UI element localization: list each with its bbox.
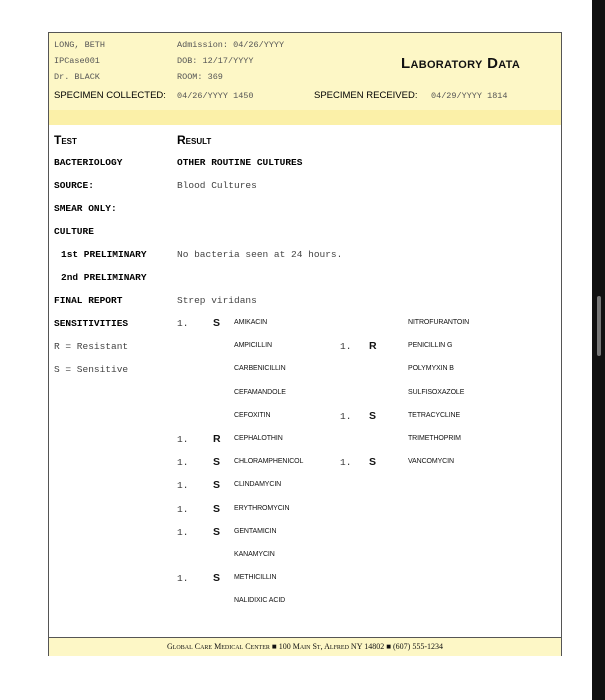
smear-label: SMEAR ONLY:	[54, 203, 117, 214]
antibiotic-name: TRIMETHOPRIM	[408, 435, 461, 442]
antibiotic-name: ERYTHROMYCIN	[234, 504, 290, 512]
antibiotic-name: AMPICILLIN	[234, 342, 272, 350]
sensitivity-count: 1.	[177, 573, 189, 585]
specimen-collected-value: 04/26/YYYY 1450	[177, 91, 254, 101]
patient-name: LONG, BETH	[54, 40, 106, 50]
sensitivity-result: R	[213, 433, 221, 445]
antibiotic-name: NALIDIXIC ACID	[234, 597, 286, 605]
room-number: ROOM: 369	[177, 72, 223, 82]
admission-date: Admission: 04/26/YYYY	[177, 40, 285, 50]
sensitivity-count: 1.	[177, 457, 189, 469]
sensitivity-count: 1.	[177, 480, 189, 492]
sensitivity-count: 1.	[177, 526, 189, 538]
antibiotic-name: SULFISOXAZOLE	[408, 388, 465, 396]
culture-label: CULTURE	[54, 226, 94, 237]
antibiotic-name: AMIKACIN	[234, 319, 268, 326]
sensitivity-result: S	[213, 572, 221, 585]
sensitivity-count: 1.	[340, 457, 352, 469]
sensitivity-result: S	[213, 456, 221, 469]
report-footer	[49, 637, 561, 656]
sensitivity-result: S	[213, 525, 221, 538]
antibiotic-name: VANCOMYCIN	[408, 458, 454, 466]
test-column-heading: Test	[54, 133, 77, 147]
footer-address: Global Care Medical Center ■ 100 Main St, Alfred NY 14802 ■ (607) 555-1234	[166, 642, 444, 651]
antibiotic-name: TETRACYCLINE	[408, 411, 461, 419]
antibiotic-name: CEFOXITIN	[234, 411, 271, 419]
attending-doctor: Dr. BLACK	[54, 72, 100, 82]
sensitivity-result: S	[369, 409, 377, 422]
antibiotic-name: CHLORAMPHENICOL	[234, 458, 304, 466]
specimen-received-value: 04/29/YYYY 1814	[431, 91, 508, 101]
antibiotic-name: KANAMYCIN	[234, 551, 275, 558]
antibiotic-name: METHICILLIN	[234, 574, 277, 582]
antibiotic-name: CEPHALOTHIN	[234, 435, 283, 442]
lab-report-sheet	[48, 32, 562, 656]
sensitivity-result: S	[213, 502, 221, 515]
final-report-value: Strep viridans	[177, 295, 257, 306]
source-label: SOURCE:	[54, 180, 94, 191]
specimen-collected-label: SPECIMEN COLLECTED:	[54, 90, 166, 101]
bacteriology-value: OTHER ROUTINE CULTURES	[177, 157, 303, 168]
antibiotic-name: GENTAMICIN	[234, 527, 277, 535]
source-value: Blood Cultures	[177, 180, 257, 191]
sensitivity-result: S	[213, 479, 221, 492]
first-preliminary-label: 1st PRELIMINARY	[61, 249, 147, 260]
report-title: Laboratory Data	[401, 55, 521, 72]
sensitivity-count: 1.	[340, 341, 352, 353]
scrollbar-thumb[interactable]	[597, 296, 601, 356]
antibiotic-name: PENICILLIN G	[408, 342, 453, 350]
sensitivity-count: 1.	[177, 434, 189, 445]
sensitivity-result: R	[369, 340, 377, 353]
legend-resistant: R = Resistant	[54, 341, 129, 352]
final-report-label: FINAL REPORT	[54, 295, 123, 306]
antibiotic-name: CLINDAMYCIN	[234, 481, 282, 489]
sensitivity-result: S	[213, 317, 221, 329]
antibiotic-name: CARBENICILLIN	[234, 365, 286, 373]
bacteriology-label: BACTERIOLOGY	[54, 157, 123, 168]
sensitivity-result: S	[369, 456, 377, 469]
antibiotic-name: NITROFURANTOIN	[408, 319, 470, 326]
date-of-birth: DOB: 12/17/YYYY	[177, 56, 254, 66]
legend-sensitive: S = Sensitive	[54, 364, 129, 375]
first-preliminary-value: No bacteria seen at 24 hours.	[177, 249, 343, 260]
result-column-heading: Result	[177, 133, 212, 147]
specimen-received-label: SPECIMEN RECEIVED:	[314, 90, 418, 101]
antibiotic-name: CEFAMANDOLE	[234, 388, 286, 396]
sensitivity-count: 1.	[340, 410, 352, 422]
second-preliminary-label: 2nd PRELIMINARY	[61, 272, 147, 283]
case-id: IPCase001	[54, 56, 100, 66]
sensitivity-count: 1.	[177, 503, 189, 515]
header-band	[49, 110, 561, 125]
sensitivity-count: 1.	[177, 318, 189, 329]
antibiotic-name: POLYMYXIN B	[408, 365, 454, 373]
sensitivities-label: SENSITIVITIES	[54, 318, 129, 329]
